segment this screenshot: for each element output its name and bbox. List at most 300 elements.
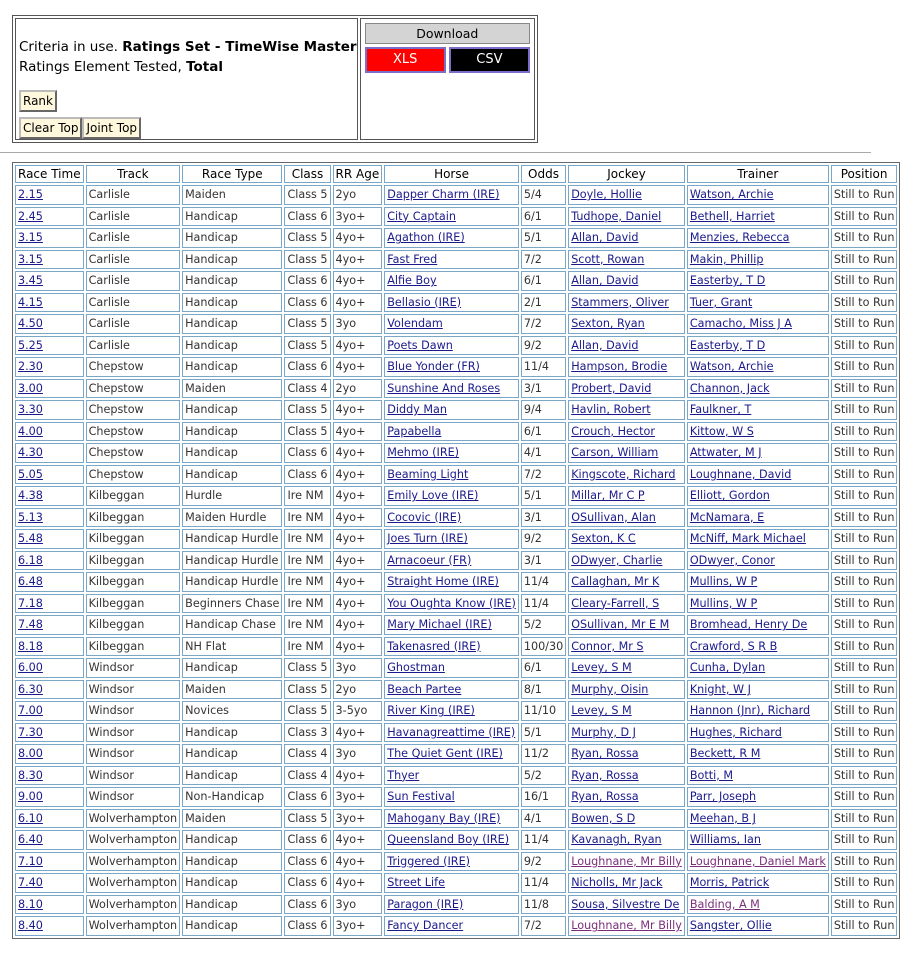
race-time-link[interactable]: 3.45 xyxy=(18,274,43,288)
table-cell xyxy=(687,314,829,334)
trainer-link[interactable]: Mullins, W P xyxy=(689,596,758,610)
horse-link[interactable]: Beach Partee xyxy=(387,682,462,696)
rr-age-cell: 4yo+ xyxy=(333,250,383,270)
rr-age-cell: 3yo xyxy=(333,314,383,334)
trainer-link[interactable]: Easterby, T D xyxy=(689,274,766,288)
race-time-link[interactable]: 9.00 xyxy=(18,790,43,804)
race-time-link[interactable]: 3.15 xyxy=(18,231,43,245)
class-cell: Class 6 xyxy=(284,357,330,377)
horse-link[interactable]: Mehmo (IRE) xyxy=(387,446,460,460)
class-cell: Class 6 xyxy=(284,207,330,227)
race-type-cell: Handicap xyxy=(182,465,282,485)
table-row xyxy=(15,551,897,571)
race-type-cell: Maiden xyxy=(182,185,282,205)
jockey-link[interactable]: Cleary-Farrell, S xyxy=(571,596,660,610)
table-row xyxy=(15,615,897,635)
table-cell xyxy=(687,723,829,743)
horse-link[interactable]: Poets Dawn xyxy=(387,338,453,352)
odds-cell: 11/4 xyxy=(521,594,566,614)
odds-cell: 5/1 xyxy=(521,228,566,248)
horse-link[interactable]: City Captain xyxy=(387,209,456,223)
trainer-link[interactable]: Menzies, Rebecca xyxy=(689,231,790,245)
odds-cell: 4/1 xyxy=(521,809,566,829)
race-time-link[interactable]: 4.50 xyxy=(18,317,43,331)
track-cell: Carlisle xyxy=(86,185,181,205)
jockey-link[interactable]: Callaghan, Mr K xyxy=(571,575,660,589)
horse-link[interactable]: River King (IRE) xyxy=(387,704,475,718)
table-cell xyxy=(15,572,84,592)
jockey-link[interactable]: Levey, S M xyxy=(571,704,632,718)
rank-button[interactable]: Rank xyxy=(19,90,57,112)
trainer-link[interactable]: Morris, Patrick xyxy=(689,876,770,890)
column-header-rr-age: RR Age xyxy=(333,165,383,183)
odds-cell: 11/4 xyxy=(521,830,566,850)
race-time-link[interactable]: 5.13 xyxy=(18,510,43,524)
table-row xyxy=(15,594,897,614)
table-cell xyxy=(15,637,84,657)
table-cell xyxy=(687,701,829,721)
trainer-link[interactable]: Sangster, Ollie xyxy=(689,919,772,933)
track-cell: Kilbeggan xyxy=(86,508,181,528)
horse-link[interactable]: Dapper Charm (IRE) xyxy=(387,188,500,202)
trainer-link[interactable]: McNiff, Mark Michael xyxy=(689,532,806,546)
race-time-link[interactable]: 6.30 xyxy=(18,682,43,696)
column-header-track: Track xyxy=(86,165,181,183)
race-type-cell: Handicap xyxy=(182,852,282,872)
race-time-link[interactable]: 8.00 xyxy=(18,747,43,761)
trainer-link[interactable]: Elliott, Gordon xyxy=(689,489,770,503)
table-cell xyxy=(687,422,829,442)
rr-age-cell: 4yo+ xyxy=(333,572,383,592)
table-row xyxy=(15,723,897,743)
trainer-link[interactable]: Watson, Archie xyxy=(689,360,774,374)
table-cell xyxy=(568,379,685,399)
trainer-link[interactable]: Knight, W J xyxy=(689,682,751,696)
table-cell xyxy=(384,443,519,463)
table-row xyxy=(15,916,897,936)
track-cell: Kilbeggan xyxy=(86,572,181,592)
jockey-link[interactable]: Loughnane, Mr Billy xyxy=(571,854,682,868)
table-cell xyxy=(15,873,84,893)
jockey-link[interactable]: Nicholls, Mr Jack xyxy=(571,876,663,890)
horse-link[interactable]: Emily Love (IRE) xyxy=(387,489,479,503)
position-cell: Still to Run xyxy=(831,895,898,915)
jockey-link[interactable]: Kingscote, Richard xyxy=(571,467,676,481)
horse-link[interactable]: Havanagreattime (IRE) xyxy=(387,725,516,739)
jockey-link[interactable]: Loughnane, Mr Billy xyxy=(571,919,682,933)
jockey-link[interactable]: Sexton, K C xyxy=(571,532,636,546)
track-cell: Kilbeggan xyxy=(86,615,181,635)
table-cell xyxy=(384,422,519,442)
track-cell: Windsor xyxy=(86,658,181,678)
race-table xyxy=(12,162,900,939)
table-row xyxy=(15,572,897,592)
jockey-link[interactable]: Scott, Rowan xyxy=(571,252,645,266)
table-cell xyxy=(687,465,829,485)
jockey-link[interactable]: Connor, Mr S xyxy=(571,639,644,653)
trainer-link[interactable]: Camacho, Miss J A xyxy=(689,317,792,331)
horse-link[interactable]: Cocovic (IRE) xyxy=(387,510,462,524)
race-time-link[interactable]: 4.38 xyxy=(18,489,43,503)
horse-link[interactable]: Ghostman xyxy=(387,661,445,675)
horse-link[interactable]: Papabella xyxy=(387,424,442,438)
column-header-position: Position xyxy=(831,165,898,183)
track-cell: Chepstow xyxy=(86,443,181,463)
jockey-link[interactable]: Tudhope, Daniel xyxy=(571,209,662,223)
race-type-cell: NH Flat xyxy=(182,637,282,657)
horse-link[interactable]: Straight Home (IRE) xyxy=(387,575,499,589)
rr-age-cell: 3yo xyxy=(333,744,383,764)
position-cell: Still to Run xyxy=(831,486,898,506)
race-time-link[interactable]: 7.40 xyxy=(18,876,43,890)
trainer-link[interactable]: Easterby, T D xyxy=(689,338,766,352)
table-cell xyxy=(568,250,685,270)
jockey-link[interactable]: Hampson, Brodie xyxy=(571,360,668,374)
table-row xyxy=(15,809,897,829)
jockey-link[interactable]: Sexton, Ryan xyxy=(571,317,645,331)
race-time-link[interactable]: 5.05 xyxy=(18,467,43,481)
csv-download-button[interactable]: CSV xyxy=(449,47,530,73)
horse-link[interactable]: Fast Fred xyxy=(387,252,438,266)
table-row xyxy=(15,701,897,721)
track-cell: Chepstow xyxy=(86,400,181,420)
trainer-link[interactable]: Kittow, W S xyxy=(689,424,754,438)
trainer-link[interactable]: Loughnane, David xyxy=(689,467,792,481)
position-cell: Still to Run xyxy=(831,830,898,850)
table-cell xyxy=(687,594,829,614)
race-type-cell: Handicap xyxy=(182,766,282,786)
table-cell xyxy=(568,336,685,356)
horse-link[interactable]: Sun Festival xyxy=(387,790,455,804)
race-time-link[interactable]: 6.10 xyxy=(18,811,43,825)
table-row xyxy=(15,250,897,270)
trainer-link[interactable]: Balding, A M xyxy=(689,897,760,911)
table-row xyxy=(15,787,897,807)
rr-age-cell: 3yo xyxy=(333,658,383,678)
trainer-link[interactable]: Bethell, Harriet xyxy=(689,209,775,223)
position-cell: Still to Run xyxy=(831,336,898,356)
race-time-link[interactable]: 4.00 xyxy=(18,424,43,438)
race-type-cell: Beginners Chase xyxy=(182,594,282,614)
table-cell xyxy=(687,228,829,248)
table-row xyxy=(15,465,897,485)
race-time-link[interactable]: 7.48 xyxy=(18,618,43,632)
table-row xyxy=(15,486,897,506)
table-row xyxy=(15,379,897,399)
jockey-link[interactable]: Murphy, D J xyxy=(571,725,636,739)
table-row xyxy=(15,637,897,657)
table-cell xyxy=(687,895,829,915)
race-type-cell: Hurdle xyxy=(182,486,282,506)
table-cell xyxy=(384,207,519,227)
position-cell: Still to Run xyxy=(831,250,898,270)
trainer-link[interactable]: Channon, Jack xyxy=(689,381,770,395)
column-header-race-type: Race Type xyxy=(182,165,282,183)
table-cell xyxy=(687,766,829,786)
jockey-link[interactable]: ODwyer, Charlie xyxy=(571,553,663,567)
race-time-link[interactable]: 5.25 xyxy=(18,338,43,352)
jockey-link[interactable]: Allan, David xyxy=(571,274,639,288)
horse-link[interactable]: Paragon (IRE) xyxy=(387,897,464,911)
position-cell: Still to Run xyxy=(831,529,898,549)
race-type-cell: Handicap xyxy=(182,314,282,334)
table-row xyxy=(15,680,897,700)
race-time-link[interactable]: 6.18 xyxy=(18,553,43,567)
table-row xyxy=(15,357,897,377)
table-row xyxy=(15,508,897,528)
horse-link[interactable]: Arnacoeur (FR) xyxy=(387,553,472,567)
table-cell xyxy=(384,680,519,700)
trainer-link[interactable]: Mullins, W P xyxy=(689,575,758,589)
race-time-link[interactable]: 3.00 xyxy=(18,381,43,395)
race-time-link[interactable]: 4.15 xyxy=(18,295,43,309)
race-type-cell: Maiden xyxy=(182,680,282,700)
track-cell: Carlisle xyxy=(86,271,181,291)
rr-age-cell: 4yo+ xyxy=(333,637,383,657)
jockey-link[interactable]: Allan, David xyxy=(571,231,639,245)
track-cell: Carlisle xyxy=(86,207,181,227)
table-cell xyxy=(687,271,829,291)
horse-link[interactable]: The Quiet Gent (IRE) xyxy=(387,747,503,761)
horse-link[interactable]: Queensland Boy (IRE) xyxy=(387,833,510,847)
jockey-link[interactable]: Stammers, Oliver xyxy=(571,295,669,309)
trainer-link[interactable]: Watson, Archie xyxy=(689,188,774,202)
race-time-link[interactable]: 4.30 xyxy=(18,446,43,460)
table-cell xyxy=(568,443,685,463)
race-type-cell: Handicap xyxy=(182,744,282,764)
track-cell: Chepstow xyxy=(86,465,181,485)
table-cell xyxy=(687,185,829,205)
table-cell xyxy=(384,830,519,850)
table-row xyxy=(15,314,897,334)
horse-link[interactable]: Beaming Light xyxy=(387,467,469,481)
horse-link[interactable]: Agathon (IRE) xyxy=(387,231,465,245)
column-header-jockey: Jockey xyxy=(568,165,685,183)
horse-link[interactable]: Mary Michael (IRE) xyxy=(387,618,492,632)
horse-link[interactable]: Street Life xyxy=(387,876,445,890)
race-time-link[interactable]: 8.30 xyxy=(18,768,43,782)
class-cell: Ire NM xyxy=(284,615,330,635)
track-cell: Windsor xyxy=(86,680,181,700)
trainer-link[interactable]: Makin, Phillip xyxy=(689,252,764,266)
position-cell: Still to Run xyxy=(831,228,898,248)
jockey-link[interactable]: Kavanagh, Ryan xyxy=(571,833,662,847)
table-cell xyxy=(15,207,84,227)
race-time-link[interactable]: 7.00 xyxy=(18,704,43,718)
trainer-link[interactable]: Meehan, B J xyxy=(689,811,756,825)
table-cell xyxy=(15,744,84,764)
jockey-link[interactable]: Millar, Mr C P xyxy=(571,489,645,503)
table-body xyxy=(15,185,897,936)
horse-link[interactable]: You Oughta Know (IRE) xyxy=(387,596,516,610)
horse-link[interactable]: Fancy Dancer xyxy=(387,919,464,933)
odds-cell: 11/4 xyxy=(521,873,566,893)
jockey-link[interactable]: Bowen, S D xyxy=(571,811,636,825)
race-type-cell: Handicap xyxy=(182,336,282,356)
jockey-link[interactable]: Allan, David xyxy=(571,338,639,352)
position-cell: Still to Run xyxy=(831,680,898,700)
horse-link[interactable]: Bellasio (IRE) xyxy=(387,295,462,309)
clear-top-button[interactable]: Clear Top xyxy=(19,117,82,139)
race-time-link[interactable]: 8.18 xyxy=(18,639,43,653)
race-type-cell: Handicap xyxy=(182,830,282,850)
rr-age-cell: 3yo+ xyxy=(333,207,383,227)
race-time-link[interactable]: 2.30 xyxy=(18,360,43,374)
race-type-cell: Handicap xyxy=(182,723,282,743)
table-cell xyxy=(568,357,685,377)
class-cell: Ire NM xyxy=(284,572,330,592)
position-cell: Still to Run xyxy=(831,701,898,721)
table-cell xyxy=(15,594,84,614)
horse-link[interactable]: Joes Turn (IRE) xyxy=(387,532,468,546)
track-cell: Kilbeggan xyxy=(86,637,181,657)
horse-link[interactable]: Takenasred (IRE) xyxy=(387,639,481,653)
horse-link[interactable]: Diddy Man xyxy=(387,403,447,417)
jockey-link[interactable]: OSullivan, Alan xyxy=(571,510,656,524)
position-cell: Still to Run xyxy=(831,637,898,657)
xls-download-button[interactable]: XLS xyxy=(365,47,446,73)
table-cell xyxy=(568,551,685,571)
race-time-link[interactable]: 7.10 xyxy=(18,854,43,868)
trainer-link[interactable]: Loughnane, Daniel Mark xyxy=(689,854,826,868)
rr-age-cell: 3yo+ xyxy=(333,809,383,829)
table-cell xyxy=(384,723,519,743)
table-cell xyxy=(568,594,685,614)
race-time-link[interactable]: 6.40 xyxy=(18,833,43,847)
table-cell xyxy=(384,551,519,571)
position-cell: Still to Run xyxy=(831,723,898,743)
race-type-cell: Handicap Hurdle xyxy=(182,529,282,549)
trainer-link[interactable]: Parr, Joseph xyxy=(689,790,757,804)
race-type-cell: Handicap xyxy=(182,228,282,248)
horse-link[interactable]: Blue Yonder (FR) xyxy=(387,360,480,374)
position-cell: Still to Run xyxy=(831,594,898,614)
table-cell xyxy=(15,615,84,635)
trainer-link[interactable]: McNamara, E xyxy=(689,510,765,524)
class-cell: Class 5 xyxy=(284,658,330,678)
race-time-link[interactable]: 8.10 xyxy=(18,897,43,911)
table-row xyxy=(15,873,897,893)
column-header-class: Class xyxy=(284,165,330,183)
jockey-link[interactable]: Crouch, Hector xyxy=(571,424,655,438)
jockey-link[interactable]: Carson, William xyxy=(571,446,659,460)
race-time-link[interactable]: 6.00 xyxy=(18,661,43,675)
track-cell: Kilbeggan xyxy=(86,551,181,571)
table-row xyxy=(15,185,897,205)
horse-link[interactable]: Sunshine And Roses xyxy=(387,381,501,395)
table-cell xyxy=(384,594,519,614)
trainer-link[interactable]: Hughes, Richard xyxy=(689,725,782,739)
odds-cell: 5/2 xyxy=(521,766,566,786)
race-time-link[interactable]: 2.15 xyxy=(18,188,43,202)
race-time-link[interactable]: 3.30 xyxy=(18,403,43,417)
table-cell xyxy=(568,486,685,506)
jockey-link[interactable]: Levey, S M xyxy=(571,661,632,675)
table-cell xyxy=(384,787,519,807)
position-cell: Still to Run xyxy=(831,787,898,807)
table-cell xyxy=(568,658,685,678)
table-cell xyxy=(687,508,829,528)
rr-age-cell: 4yo+ xyxy=(333,873,383,893)
class-cell: Class 5 xyxy=(284,185,330,205)
rr-age-cell: 4yo+ xyxy=(333,486,383,506)
trainer-link[interactable]: ODwyer, Conor xyxy=(689,553,775,567)
horse-link[interactable]: Triggered (IRE) xyxy=(387,854,470,868)
table-cell xyxy=(568,723,685,743)
jockey-link[interactable]: Ryan, Rossa xyxy=(571,790,639,804)
table-cell xyxy=(384,916,519,936)
trainer-link[interactable]: Cunha, Dylan xyxy=(689,661,766,675)
jockey-link[interactable]: Ryan, Rossa xyxy=(571,768,639,782)
table-cell xyxy=(384,486,519,506)
table-cell xyxy=(15,787,84,807)
trainer-link[interactable]: Beckett, R M xyxy=(689,747,761,761)
column-header-trainer: Trainer xyxy=(687,165,829,183)
table-cell xyxy=(687,787,829,807)
trainer-link[interactable]: Bromhead, Henry De xyxy=(689,618,808,632)
race-time-link[interactable]: 7.18 xyxy=(18,596,43,610)
position-cell: Still to Run xyxy=(831,766,898,786)
jockey-link[interactable]: Murphy, Oisin xyxy=(571,682,649,696)
track-cell: Wolverhampton xyxy=(86,916,181,936)
race-time-link[interactable]: 7.30 xyxy=(18,725,43,739)
race-time-link[interactable]: 5.48 xyxy=(18,532,43,546)
table-cell xyxy=(687,637,829,657)
track-cell: Wolverhampton xyxy=(86,830,181,850)
race-time-link[interactable]: 2.45 xyxy=(18,209,43,223)
horse-link[interactable]: Mahogany Bay (IRE) xyxy=(387,811,501,825)
track-cell: Wolverhampton xyxy=(86,895,181,915)
trainer-link[interactable]: Botti, M xyxy=(689,768,733,782)
jockey-link[interactable]: Havlin, Robert xyxy=(571,403,651,417)
horse-link[interactable]: Thyer xyxy=(387,768,420,782)
jockey-link[interactable]: Probert, David xyxy=(571,381,652,395)
trainer-link[interactable]: Attwater, M J xyxy=(689,446,762,460)
rr-age-cell: 4yo+ xyxy=(333,293,383,313)
trainer-link[interactable]: Hannon (Jnr), Richard xyxy=(689,704,811,718)
class-cell: Class 5 xyxy=(284,336,330,356)
table-cell xyxy=(384,852,519,872)
table-cell xyxy=(568,422,685,442)
table-row xyxy=(15,766,897,786)
jockey-link[interactable]: OSullivan, Mr E M xyxy=(571,618,670,632)
jockey-link[interactable]: Doyle, Hollie xyxy=(571,188,642,202)
trainer-link[interactable]: Tuer, Grant xyxy=(689,295,753,309)
odds-cell: 6/1 xyxy=(521,658,566,678)
table-cell xyxy=(15,551,84,571)
trainer-link[interactable]: Faulkner, T xyxy=(689,403,752,417)
trainer-link[interactable]: Williams, Ian xyxy=(689,833,762,847)
odds-cell: 9/2 xyxy=(521,852,566,872)
jockey-link[interactable]: Sousa, Silvestre De xyxy=(571,897,680,911)
horse-link[interactable]: Volendam xyxy=(387,317,443,331)
race-type-cell: Novices xyxy=(182,701,282,721)
table-row xyxy=(15,293,897,313)
race-time-link[interactable]: 8.40 xyxy=(18,919,43,933)
class-cell: Class 6 xyxy=(284,465,330,485)
race-time-link[interactable]: 3.15 xyxy=(18,252,43,266)
joint-top-button[interactable]: Joint Top xyxy=(82,117,141,139)
table-cell xyxy=(15,895,84,915)
race-time-link[interactable]: 6.48 xyxy=(18,575,43,589)
jockey-link[interactable]: Ryan, Rossa xyxy=(571,747,639,761)
horse-link[interactable]: Alfie Boy xyxy=(387,274,437,288)
trainer-link[interactable]: Crawford, S R B xyxy=(689,639,778,653)
track-cell: Windsor xyxy=(86,701,181,721)
table-cell xyxy=(568,228,685,248)
odds-cell: 9/2 xyxy=(521,529,566,549)
table-row xyxy=(15,443,897,463)
